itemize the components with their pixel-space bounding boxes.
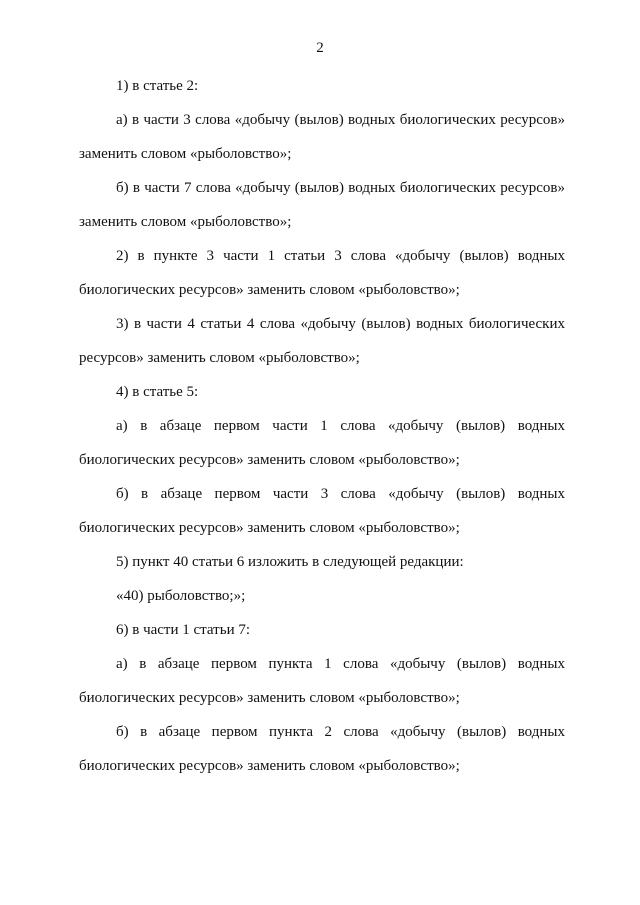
paragraph-4: 2) в пункте 3 части 1 статьи 3 слова «добычу (вылов) водных биологических ресурсов» заменить словом «рыболовство»; xyxy=(79,248,565,298)
paragraph-6: 4) в статье 5: xyxy=(116,384,199,400)
paragraph-8: б) в абзаце первом части 3 слова «добычу (вылов) водных биологических ресурсов» заменить словом «рыболовство»; xyxy=(79,486,565,536)
paragraph-12: а) в абзаце первом пункта 1 слова «добычу (вылов) водных биологических ресурсов» заменить словом «рыболовство»; xyxy=(79,656,565,706)
page-number: 2 xyxy=(316,40,324,56)
paragraph-11: 6) в части 1 статьи 7: xyxy=(116,622,251,638)
paragraph-1: 1) в статье 2: xyxy=(116,78,199,94)
paragraph-7: а) в абзаце первом части 1 слова «добычу (вылов) водных биологических ресурсов» заменить словом «рыболовство»; xyxy=(79,418,565,468)
document-body xyxy=(79,69,565,783)
paragraph-13: б) в абзаце первом пункта 2 слова «добычу (вылов) водных биологических ресурсов» заменить словом «рыболовство»; xyxy=(79,724,565,774)
paragraph-5: 3) в части 4 статьи 4 слова «добычу (вылов) водных биологических ресурсов» заменить словом «рыболовство»; xyxy=(79,316,565,366)
paragraph-3: б) в части 7 слова «добычу (вылов) водных биологических ресурсов» заменить словом «рыболовство»; xyxy=(79,180,565,230)
paragraph-2: а) в части 3 слова «добычу (вылов) водных биологических ресурсов» заменить словом «рыболовство»; xyxy=(79,112,565,162)
paragraph-10: «40) рыболовство;»; xyxy=(116,588,246,604)
paragraph-9: 5) пункт 40 статьи 6 изложить в следующей редакции: xyxy=(116,554,464,570)
